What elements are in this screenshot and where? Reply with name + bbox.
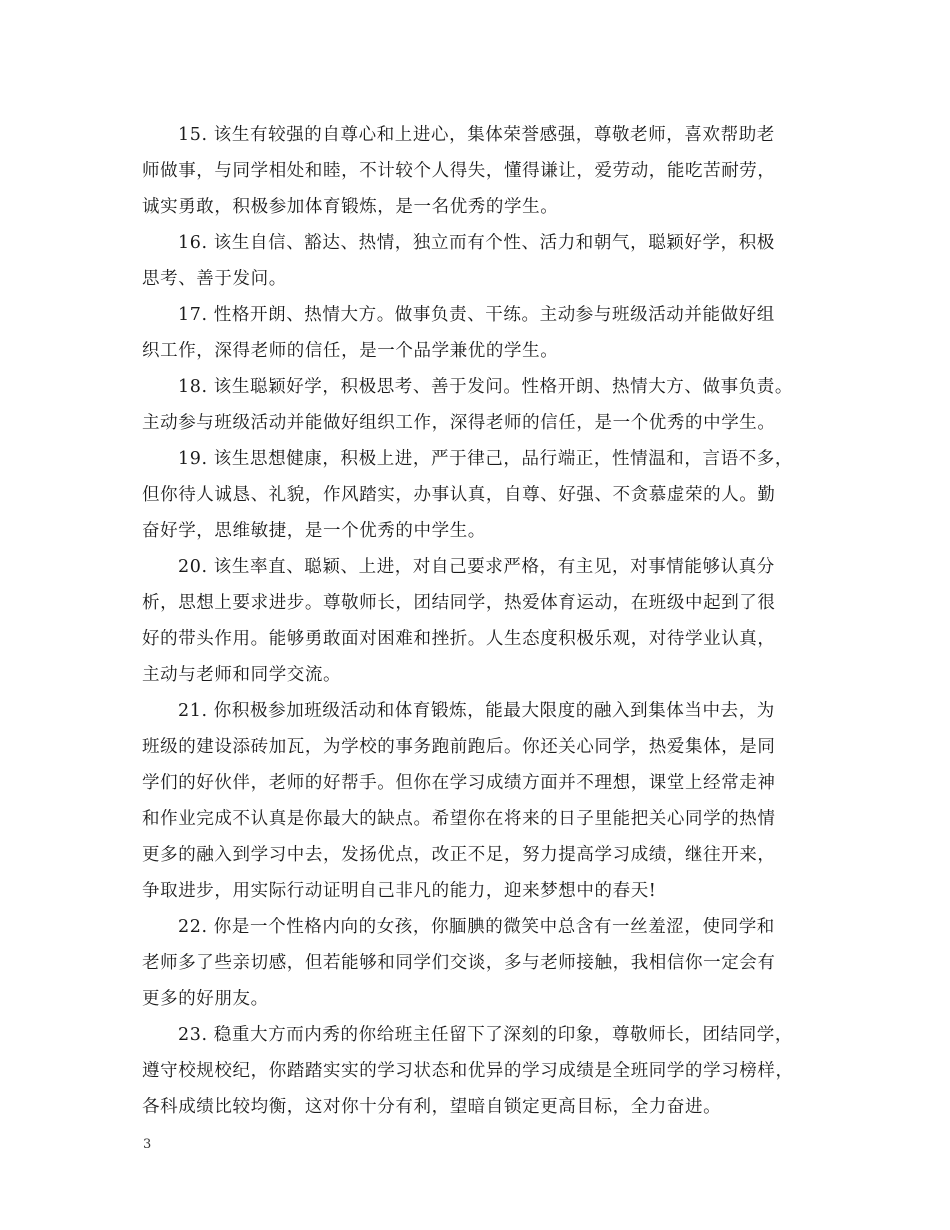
paragraph-line: 遵守校规校纪，你踏踏实实的学习状态和优异的学习成绩是全班同学的学习榜样， (142, 1061, 794, 1081)
paragraph-line: 23. 稳重大方而内秀的你给班主任留下了深刻的印象，尊敬师长，团结同学， (178, 1025, 793, 1045)
paragraph-line: 更多的融入到学习中去，发扬优点，改正不足，努力提高学习成绩，继往开来， (142, 845, 776, 865)
paragraph-line: 好的带头作用。能够勇敢面对困难和挫折。人生态度积极乐观，对待学业认真， (142, 629, 776, 649)
paragraph-line: 争取进步，用实际行动证明自己非凡的能力，迎来梦想中的春天! (142, 881, 657, 901)
paragraph-line: 但你待人诚恳、礼貌，作风踏实，办事认真，自尊、好强、不贪慕虚荣的人。勤 (142, 485, 776, 505)
paragraph-line: 更多的好朋友。 (142, 989, 269, 1009)
comment-paragraph-19 (142, 441, 822, 549)
paragraph-line: 学们的好伙伴，老师的好帮手。但你在学习成绩方面并不理想，课堂上经常走神 (142, 773, 776, 793)
paragraph-line: 各科成绩比较均衡，这对你十分有利，望暗自锁定更高目标，全力奋进。 (142, 1097, 722, 1117)
comment-paragraph-22 (142, 909, 822, 1017)
paragraph-line: 析，思想上要求进步。尊敬师长，团结同学，热爱体育运动，在班级中起到了很 (142, 593, 776, 613)
paragraph-line: 22. 你是一个性格内向的女孩，你腼腆的微笑中总含有一丝羞涩，使同学和 (178, 917, 775, 937)
paragraph-line: 奋好学，思维敏捷，是一个优秀的中学生。 (142, 521, 486, 541)
paragraph-line: 和作业完成不认真是你最大的缺点。希望你在将来的日子里能把关心同学的热情 (142, 809, 776, 829)
comment-paragraph-21 (142, 693, 822, 909)
paragraph-line: 20. 该生率直、聪颖、上进，对自己要求严格，有主见，对事情能够认真分 (178, 557, 775, 577)
paragraph-line: 18. 该生聪颖好学，积极思考、善于发问。性格开朗、热情大方、做事负责。 (178, 377, 793, 397)
paragraph-line: 思考、善于发问。 (142, 269, 287, 289)
comment-paragraph-18 (142, 369, 822, 441)
comment-paragraph-17 (142, 297, 822, 369)
comment-paragraph-16 (142, 225, 822, 297)
paragraph-line: 16. 该生自信、豁达、热情，独立而有个性、活力和朝气，聪颖好学，积极 (178, 233, 775, 253)
paragraph-line: 织工作，深得老师的信任，是一个品学兼优的学生。 (142, 341, 559, 361)
paragraph-line: 21. 你积极参加班级活动和体育锻炼，能最大限度的融入到集体当中去，为 (178, 701, 775, 721)
comment-paragraph-15 (142, 117, 822, 225)
paragraph-line: 主动参与班级活动并能做好组织工作，深得老师的信任，是一个优秀的中学生。 (142, 413, 776, 433)
paragraph-line: 17. 性格开朗、热情大方。做事负责、干练。主动参与班级活动并能做好组 (178, 305, 775, 325)
comment-paragraph-20 (142, 549, 822, 693)
paragraph-line: 老师多了些亲切感，但若能够和同学们交谈，多与老师接触，我相信你一定会有 (142, 953, 776, 973)
paragraph-line: 班级的建设添砖加瓦，为学校的事务跑前跑后。你还关心同学，热爱集体，是同 (142, 737, 776, 757)
document-body (142, 117, 822, 1125)
page-number: 3 (143, 1137, 152, 1152)
paragraph-line: 19. 该生思想健康，积极上进，严于律己，品行端正，性情温和，言语不多， (178, 449, 793, 469)
paragraph-line: 主动与老师和同学交流。 (142, 665, 342, 685)
paragraph-line: 15. 该生有较强的自尊心和上进心，集体荣誉感强，尊敬老师，喜欢帮助老 (178, 125, 775, 145)
comment-paragraph-23 (142, 1017, 822, 1125)
paragraph-line: 师做事，与同学相处和睦，不计较个人得失，懂得谦让，爱劳动，能吃苦耐劳， (142, 161, 776, 181)
paragraph-line: 诚实勇敢，积极参加体育锻炼，是一名优秀的学生。 (142, 197, 559, 217)
